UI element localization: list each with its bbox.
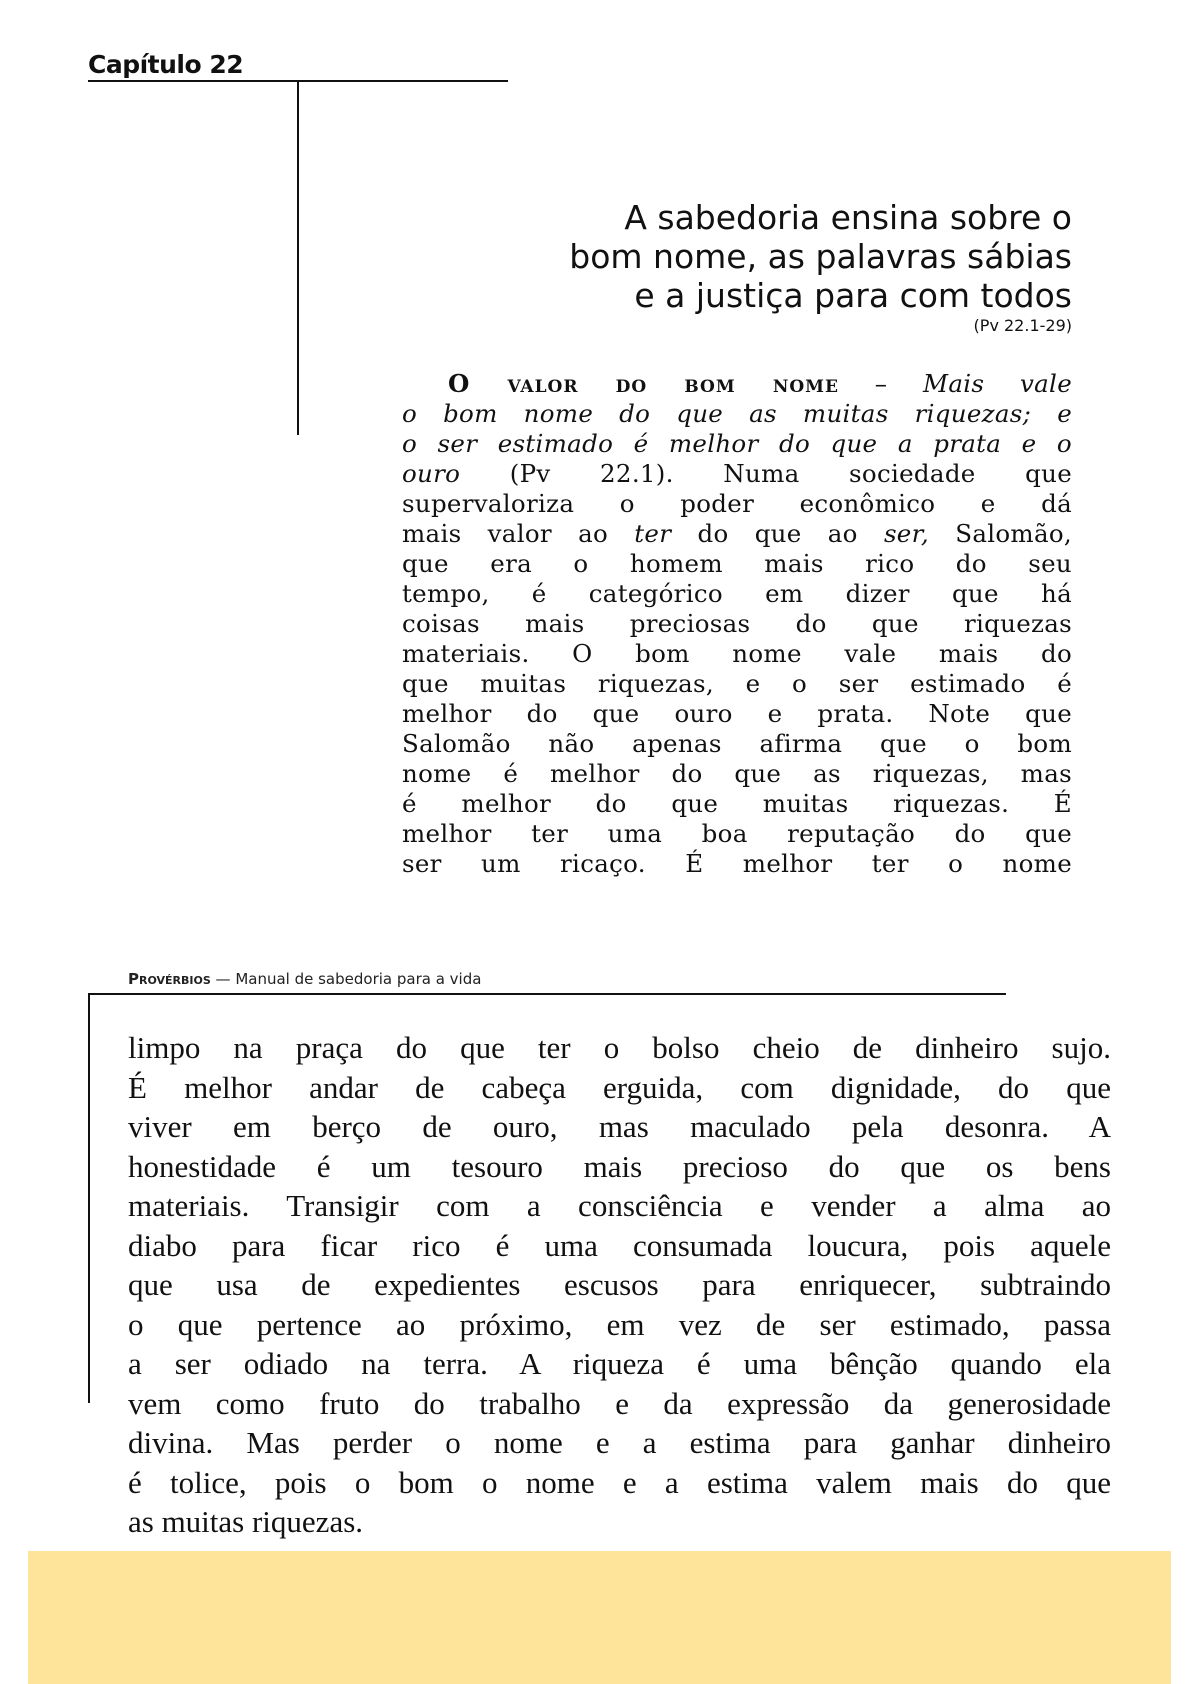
section-title: O valor do bom nome: [448, 369, 839, 398]
body-line: nome é melhor do que as riquezas, mas: [402, 759, 1072, 788]
body-line: É melhor andar de cabeça erguida, com dignidade, do que: [128, 1069, 1111, 1105]
bottom-body-text: [128, 1028, 1111, 1542]
body-line: ser um ricaço. É melhor ter o nome: [402, 849, 1072, 878]
body-line: O valor do bom nome – Mais vale: [448, 369, 1072, 398]
body-line: é melhor do que muitas riquezas. É: [402, 789, 1072, 818]
header-rule-vertical: [88, 993, 90, 1403]
body-line: diabo para ficar rico é uma consumada loucura, pois aquele: [128, 1227, 1111, 1263]
heading-line: bom nome, as palavras sábias: [569, 237, 1072, 276]
body-line: mais valor ao ter do que ao ser, Salomão,: [402, 519, 1072, 548]
body-line: o bom nome do que as muitas riquezas; e: [402, 399, 1072, 428]
body-line: limpo na praça do que ter o bolso cheio de dinheiro sujo.: [128, 1030, 1111, 1065]
body-line: é tolice, pois o bom o nome e a estima valem mais do que: [128, 1464, 1111, 1500]
body-line: melhor ter uma boa reputação do que: [402, 819, 1072, 848]
body-line: que muitas riquezas, e o ser estimado é: [402, 669, 1072, 698]
body-line: honestidade é um tesouro mais precioso do que os bens: [128, 1148, 1111, 1184]
body-line: viver em berço de ouro, mas maculado pela desonra. A: [128, 1109, 1111, 1144]
heading-reference: (Pv 22.1-29): [973, 316, 1072, 335]
body-line: a ser odiado na terra. A riqueza é uma bênção quando ela: [128, 1346, 1111, 1381]
running-header: Provérbios — Manual de sabedoria para a vida: [128, 970, 482, 988]
body-line: ouro (Pv 22.1). Numa sociedade que: [402, 459, 1072, 488]
body-line: que usa de expedientes escusos para enriquecer, subtraindo: [128, 1267, 1111, 1302]
body-line: que era o homem mais rico do seu: [402, 549, 1072, 578]
chapter-label: Capítulo 22: [88, 50, 244, 79]
heading-line: A sabedoria ensina sobre o: [624, 198, 1072, 237]
body-line: vem como fruto do trabalho e da expressão da generosidade: [128, 1385, 1111, 1421]
body-line: o que pertence ao próximo, em vez de ser estimado, passa: [128, 1306, 1111, 1342]
body-line: Salomão não apenas afirma que o bom: [402, 729, 1072, 758]
body-line: supervaloriza o poder econômico e dá: [402, 489, 1072, 518]
heading-line: e a justiça para com todos: [634, 276, 1072, 315]
body-line: materiais. O bom nome vale mais do: [402, 639, 1072, 668]
header-rule-horizontal: [88, 993, 1006, 995]
top-body-text: [402, 369, 1072, 879]
chapter-rule-vertical: [297, 80, 299, 435]
footer-highlight-band: [28, 1551, 1171, 1684]
running-header-subtitle: Manual de sabedoria para a vida: [235, 970, 482, 988]
body-line: melhor do que ouro e prata. Note que: [402, 699, 1072, 728]
body-line: materiais. Transigir com a consciência e vender a alma ao: [128, 1188, 1111, 1223]
body-line: divina. Mas perder o nome e a estima para ganhar dinheiro: [128, 1425, 1111, 1460]
body-line: as muitas riquezas.: [128, 1504, 364, 1539]
chapter-heading: [372, 198, 1072, 315]
body-line: coisas mais preciosas do que riquezas: [402, 609, 1072, 638]
body-line: o ser estimado é melhor do que a prata e o: [402, 429, 1072, 458]
body-line: tempo, é categórico em dizer que há: [402, 579, 1072, 608]
running-header-book: Provérbios: [128, 970, 211, 988]
